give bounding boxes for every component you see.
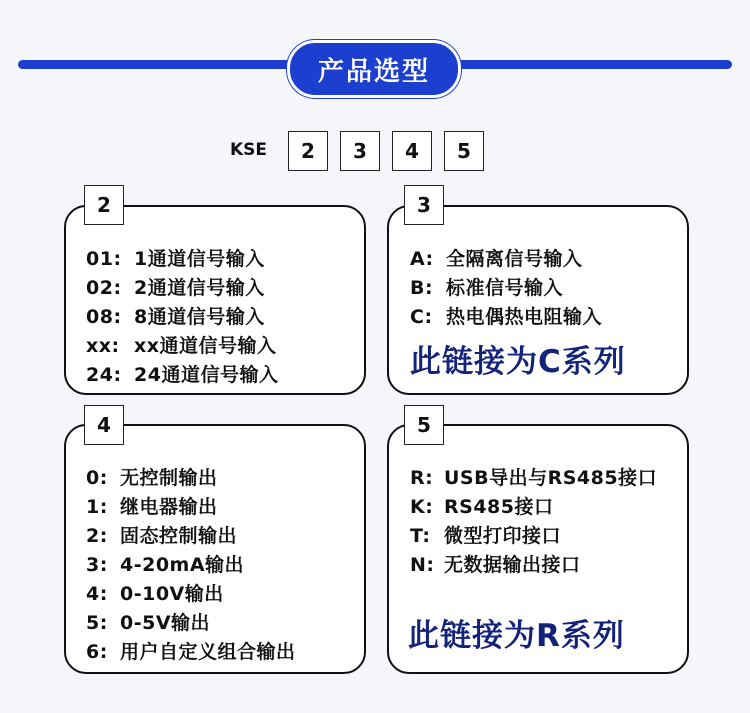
panel-input-type-tag: 3 [404,185,444,225]
option-item: 2: 固态控制输出 [86,525,238,547]
option-item: 01: 1通道信号输入 [86,248,265,270]
model-digit-box-2: 3 [340,131,380,171]
option-item: N: 无数据输出接口 [410,554,581,576]
option-item: 08: 8通道信号输入 [86,306,265,328]
panel-output-tag: 4 [84,405,124,445]
series-note-r: 此链接为R系列 [408,618,625,654]
model-digit-box-1: 2 [288,131,328,171]
panel-channels-tag: 2 [84,185,124,225]
option-item: C: 热电偶热电阻输入 [410,306,603,328]
option-item: 3: 4-20mA输出 [86,554,245,576]
option-item: A: 全隔离信号输入 [410,248,583,270]
option-item: 6: 用户自定义组合输出 [86,641,296,663]
option-item: 24: 24通道信号输入 [86,364,279,386]
option-item: xx: xx通道信号输入 [86,335,277,357]
option-item: 0: 无控制输出 [86,467,218,489]
model-digit-box-4: 5 [444,131,484,171]
option-item: K: RS485接口 [410,496,554,518]
section-title: 产品选型 [317,56,430,87]
option-item: 4: 0-10V输出 [86,583,224,605]
option-item: 02: 2通道信号输入 [86,277,265,299]
section-title-badge [287,40,461,98]
option-item: 5: 0-5V输出 [86,612,211,634]
option-item: T: 微型打印接口 [410,525,562,547]
option-item: 1: 继电器输出 [86,496,218,518]
model-prefix: KSE [230,140,268,160]
series-note-c: 此链接为C系列 [410,344,626,380]
model-digit-box-3: 4 [392,131,432,171]
panel-interface-tag: 5 [404,405,444,445]
option-item: R: USB导出与RS485接口 [410,467,658,489]
option-item: B: 标准信号输入 [410,277,564,299]
